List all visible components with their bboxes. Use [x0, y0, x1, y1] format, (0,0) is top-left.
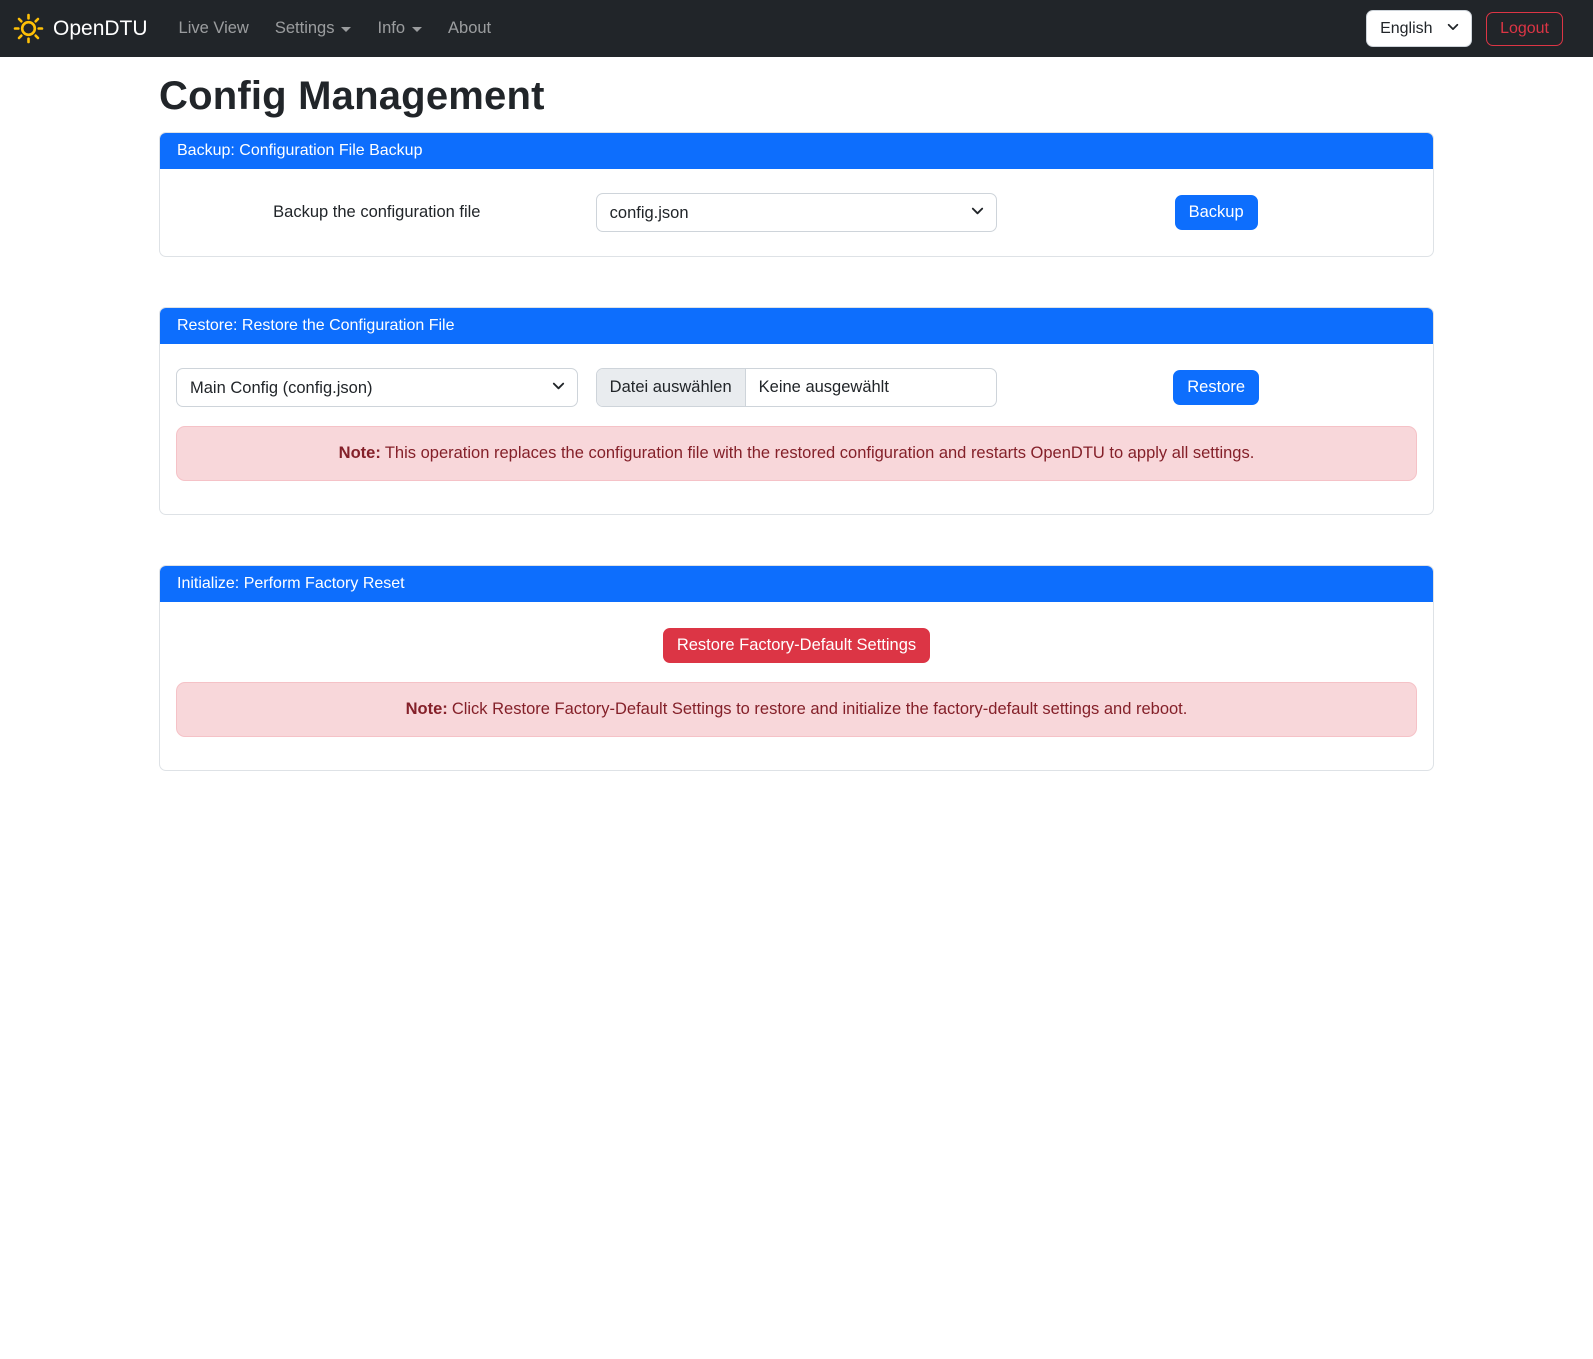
note-label: Note:: [405, 700, 448, 718]
backup-file-select[interactable]: [596, 193, 998, 232]
nav-links: [166, 0, 505, 57]
nav-item-info[interactable]: Info: [364, 11, 435, 46]
file-status-text: Keine ausgewählt: [758, 378, 889, 396]
brand-link[interactable]: [12, 12, 148, 45]
backup-card: [159, 132, 1434, 257]
restore-note-alert: [176, 426, 1417, 481]
restore-card-header: Restore: Restore the Configuration File: [160, 308, 1433, 344]
factory-reset-card: [159, 565, 1434, 771]
chevron-down-icon: [412, 27, 422, 32]
top-navbar: [0, 0, 1593, 57]
main-container: [159, 57, 1434, 771]
backup-button[interactable]: Backup: [1175, 195, 1258, 230]
factory-reset-button[interactable]: Restore Factory-Default Settings: [663, 628, 930, 663]
page-title: Config Management: [159, 74, 545, 118]
restore-card: [159, 307, 1434, 515]
brand-text: OpenDTU: [53, 16, 148, 40]
sun-icon: [12, 12, 45, 45]
restore-target-select[interactable]: [176, 368, 578, 407]
backup-file-label: Backup the configuration file: [273, 203, 481, 221]
language-select[interactable]: [1366, 10, 1472, 47]
nav-item-about[interactable]: About: [448, 19, 492, 37]
factory-reset-note-alert: [176, 682, 1417, 737]
note-label: Note:: [338, 444, 381, 462]
backup-card-header: Backup: Configuration File Backup: [160, 133, 1433, 169]
factory-reset-card-header: Initialize: Perform Factory Reset: [160, 566, 1433, 602]
restore-button[interactable]: Restore: [1173, 370, 1259, 405]
note-text: Click Restore Factory-Default Settings to restore and initialize the factory-default settings and reboot.: [451, 700, 1188, 718]
file-choose-button[interactable]: Datei auswählen: [597, 369, 746, 406]
nav-item-settings[interactable]: Settings: [262, 11, 365, 46]
restore-file-input[interactable]: [596, 368, 998, 407]
navbar-right: [1366, 10, 1563, 47]
logout-button[interactable]: Logout: [1486, 12, 1563, 46]
note-text: This operation replaces the configuration file with the restored configuration and restarts OpenDTU to apply all settings.: [384, 444, 1255, 462]
nav-item-live-view[interactable]: Live View: [178, 19, 249, 37]
chevron-down-icon: [341, 27, 351, 32]
